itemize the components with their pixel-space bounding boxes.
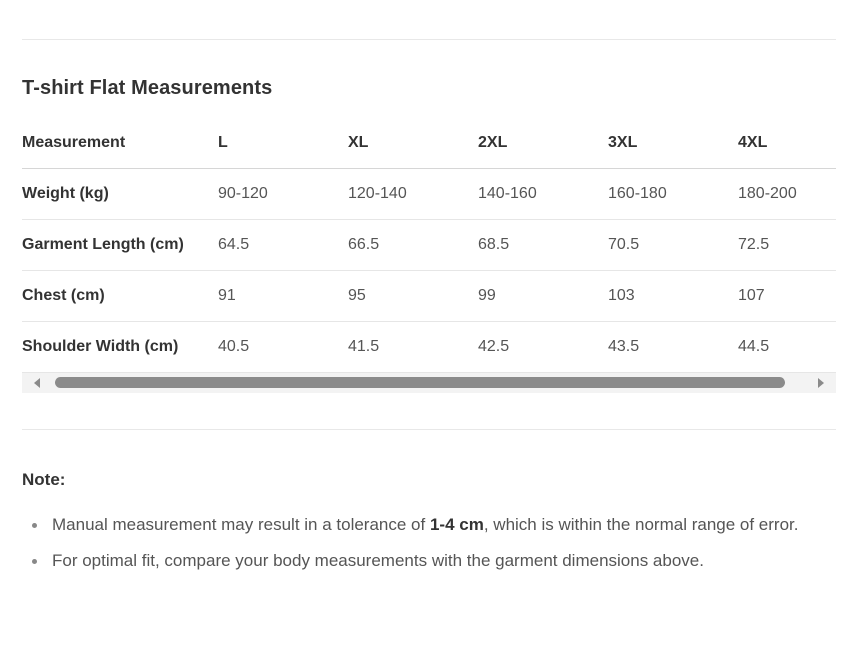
table-cell: 107 [738, 271, 836, 322]
middle-divider [22, 429, 836, 430]
column-header: 3XL [608, 118, 738, 169]
table-cell: 95 [348, 271, 478, 322]
table-cell: 41.5 [348, 322, 478, 373]
table-cell: 99 [478, 271, 608, 322]
table-row [22, 322, 836, 373]
notes-list [22, 510, 836, 582]
column-header: XL [348, 118, 478, 169]
table-cell: 66.5 [348, 220, 478, 271]
table-row [22, 220, 836, 271]
row-label: Chest (cm) [22, 271, 218, 322]
column-header: L [218, 118, 348, 169]
table-cell: 42.5 [478, 322, 608, 373]
horizontal-scrollbar[interactable] [22, 373, 836, 393]
row-label: Shoulder Width (cm) [22, 322, 218, 373]
column-header: 4XL [738, 118, 836, 169]
table-cell: 72.5 [738, 220, 836, 271]
section-title: T-shirt Flat Measurements [22, 77, 273, 99]
list-item [22, 546, 836, 576]
note-text: For optimal fit, compare your body measurements with the garment dimensions above. [52, 551, 704, 570]
table-cell: 64.5 [218, 220, 348, 271]
table-cell: 180-200 [738, 169, 836, 220]
measurements-table [22, 118, 836, 373]
table-row [22, 271, 836, 322]
measurements-table-wrapper [22, 118, 836, 373]
triangle-right-icon[interactable] [818, 378, 824, 388]
table-header-row [22, 118, 836, 169]
bullet-icon [32, 559, 37, 564]
row-label: Weight (kg) [22, 169, 218, 220]
table-cell: 90-120 [218, 169, 348, 220]
table-cell: 120-140 [348, 169, 478, 220]
note-text: , which is within the normal range of error. [483, 515, 799, 534]
table-cell: 103 [608, 271, 738, 322]
top-divider [22, 39, 836, 40]
column-header: 2XL [478, 118, 608, 169]
note-emphasis: 1-4 cm [429, 515, 484, 534]
table-cell: 40.5 [218, 322, 348, 373]
list-item [22, 510, 836, 540]
table-cell: 44.5 [738, 322, 836, 373]
table-row [22, 169, 836, 220]
table-cell: 160-180 [608, 169, 738, 220]
note-text: Manual measurement may result in a tolerance of [52, 515, 430, 534]
table-cell: 91 [218, 271, 348, 322]
column-header: Measurement [22, 118, 218, 169]
bullet-icon [32, 523, 37, 528]
table-cell: 70.5 [608, 220, 738, 271]
table-cell: 68.5 [478, 220, 608, 271]
note-title: Note: [22, 470, 66, 489]
scrollbar-thumb[interactable] [55, 377, 785, 388]
table-cell: 43.5 [608, 322, 738, 373]
triangle-left-icon[interactable] [34, 378, 40, 388]
row-label: Garment Length (cm) [22, 220, 218, 271]
table-cell: 140-160 [478, 169, 608, 220]
